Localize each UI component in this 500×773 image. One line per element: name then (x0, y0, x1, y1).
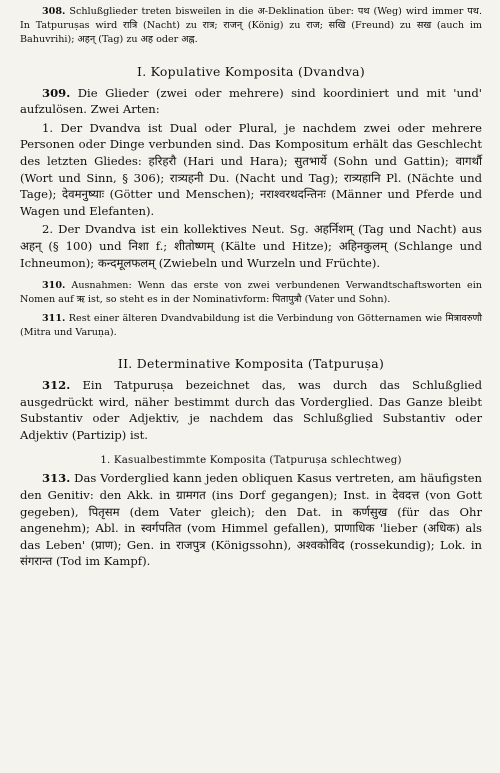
paragraph-311 (20, 312, 482, 340)
paragraph-number: 309. (42, 85, 71, 100)
paragraph-number: 311. (42, 312, 66, 324)
paragraph-text: Die Glieder (zwei oder mehrere) sind koordiniert und mit 'und' aufzulösen. Zwei Arten: (20, 85, 482, 117)
list-item-dvandva-1: 1. Der Dvandva ist Dual oder Plural, je nachdem zwei oder mehrere Personen oder Dinge verbunden sind. Das Kompositum erhält das Geschlecht des letzten Gliedes: हरिहरौ (Hari und Hara); सुतभार्ये (Sohn und Gattin); वागर्थौ (Wort und Sinn, § 306); रात्र्यहनी Du. (Nacht und Tag); रात्र्यहानि Pl. (Nächte und Tage); देवमनुष्याः (Götter und Menschen); नराश्वरथदन्तिनः (Männer und Pferde und Wagen und Elefanten). (20, 120, 482, 218)
paragraph-number: 312. (42, 377, 71, 392)
paragraph-text: Das Vorderglied kann jeden obliquen Kasus vertreten, am häufigsten den Genitiv: den Akk. in ग्रामगत (ins Dorf gegangen); Inst. in देवदत्त (von Gott gegeben), पितृसम (dem Vater gleich); den Dat. in कर्णसुख (für das Ohr angenehm); Abl. in स्वर्गपतित (vom Himmel gefallen), प्राणाधिक 'lieber (अधिक) als das Leben' (प्राण); Gen. in राजपुत्र (Königssohn), अश्वकोविद (rossekundig); Lok. in संगरान्त (Tod im Kampf). (20, 471, 483, 569)
paragraph-text: Schlußglieder treten bisweilen in die अ-Deklination über: पथ (Weg) wird immer पथ. In Tatpuruṣas wird रात्रि (Nacht) zu रात्र; राजन् (König) zu राज; सखि (Freund) zu सख (auch im Bahuvrihi); अहन् (Tag) zu अह oder अह्न. (20, 6, 482, 46)
paragraph-number: 310. (42, 280, 66, 292)
paragraph-text: Ein Tatpuruṣa bezeichnet das, was durch das Schlußglied ausgedrückt wird, näher bestimmt durch das Vorderglied. Das Ganze bleibt Substantiv oder Adjektiv, je nachdem das Schlußglied Substantiv oder Adjektiv (Partizip) ist. (20, 377, 482, 442)
paragraph-number: 308. (42, 6, 66, 17)
paragraph-text: Ausnahmen: Wenn das erste von zwei verbundenen Verwandtschaftsworten ein Nomen auf ऋ ist, so steht es in der Nominativform: पितापुत्रौ (Vater und Sohn). (20, 280, 482, 306)
paragraph-308 (20, 5, 482, 48)
paragraph-312 (20, 377, 482, 443)
paragraph-309 (20, 85, 482, 118)
subsection-heading-kasual: 1. Kasualbestimmte Komposita (Tatpuruṣa schlechtweg) (100, 455, 402, 467)
list-item-dvandva-2: 2. Der Dvandva ist ein kollektives Neut. Sg. अहर्निशम् (Tag und Nacht) aus अहन् (§ 100) und निशा f.; शीतोष्णम् (Kälte und Hitze); अहिनकुलम् (Schlange und Ichneumon); कन्दमूलफलम् (Zwiebeln und Wurzeln und Früchte). (20, 222, 482, 270)
paragraph-313 (20, 470, 482, 570)
paragraph-number: 313. (42, 471, 71, 486)
section-heading-kopulative: I. Kopulative Komposita (Dvandva) (137, 63, 365, 79)
paragraph-text: Rest einer älteren Dvandvabildung ist die Verbindung von Götternamen wie मित्रावरुणौ (Mitra und Varuṇa). (20, 312, 482, 338)
paragraph-310 (20, 279, 482, 307)
section-heading-determinative: II. Determinative Komposita (Tatpuruṣa) (117, 355, 385, 371)
